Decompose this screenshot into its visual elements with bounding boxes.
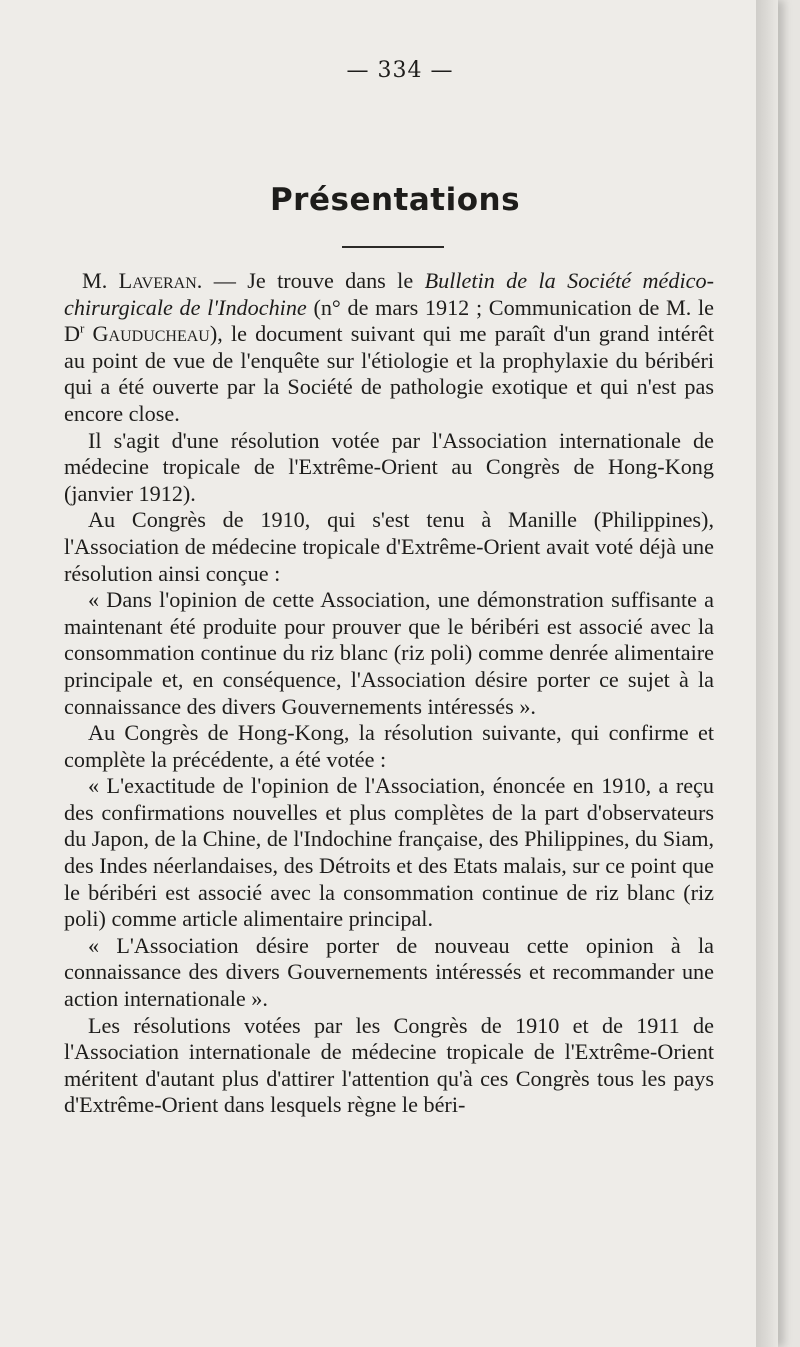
- author-name: Gauducheau: [92, 321, 210, 347]
- body-text: [64, 268, 714, 1119]
- paragraph: « L'exactitude de l'opinion de l'Association, énoncée en 1910, a reçu des confirmations nouvelles et plus complètes de la part d'observateurs du Japon, de la Chine, de l'Indochine française, des Philippines, du Siam, des Indes néerlandaises, des Détroits et des Etats malais, sur ce point que le béribéri est associé avec la consommation continue de riz blanc (riz poli) comme article alimentaire principal.: [64, 773, 714, 932]
- paragraph: « L'Association désire porter de nouveau cette opinion à la connaissance des divers Gouvernements intéressés et recommander une action internationale ».: [64, 932, 714, 1012]
- paragraph: Au Congrès de 1910, qui s'est tenu à Manille (Philippines), l'Association de médecine tropicale d'Extrême-Orient avait voté déjà une résolution ainsi conçue :: [64, 507, 714, 586]
- title-rule: [342, 246, 444, 248]
- paragraph: M. Laveran. — Je trouve dans le Bulletin de la Société médico-chirurgicale de l'Indochine (n° de mars 1912 ; Communication de M. le $D^r$ Gauducheau), le document suivant qui me paraît d'un grand intérêt au point de vue de l'enquête sur l'étiologie et la prophylaxie du béribéri qui a été ouverte par la Société de pathologie exotique et qui n'est pas encore close.: [64, 268, 715, 426]
- paragraph: Il s'agit d'une résolution votée par l'Association internationale de médecine tropicale de l'Extrême-Orient au Congrès de Hong-Kong (janvier 1912).: [64, 427, 714, 506]
- paragraph: Les résolutions votées par les Congrès de 1910 et de 1911 de l'Association internationale de médecine tropicale de l'Extrême-Orient méritent d'autant plus d'attirer l'attention qu'à ces Congrès tous les pays d'Extrême-Orient dans lesquels règne le béri-: [64, 1012, 714, 1118]
- paragraph: « Dans l'opinion de cette Association, une démonstration suffisante a maintenant été produite pour prouver que le béribéri est associé avec la consommation continue du riz blanc (riz poli) comme denrée alimentaire principale et, en conséquence, l'Association désire porter ce sujet à la connaissance des divers Gouvernements intéressés ».: [64, 587, 714, 719]
- paragraph: Au Congrès de Hong-Kong, la résolution suivante, qui confirme et complète la précédente, a été votée :: [64, 720, 714, 772]
- speaker-name: M. Laveran.: [82, 268, 203, 293]
- section-title: Présentations: [269, 182, 521, 218]
- journal-title: Bulletin de la Société médico-chirurgicale de l'Indochine: [64, 268, 714, 320]
- page-number: — 334 —: [346, 58, 454, 83]
